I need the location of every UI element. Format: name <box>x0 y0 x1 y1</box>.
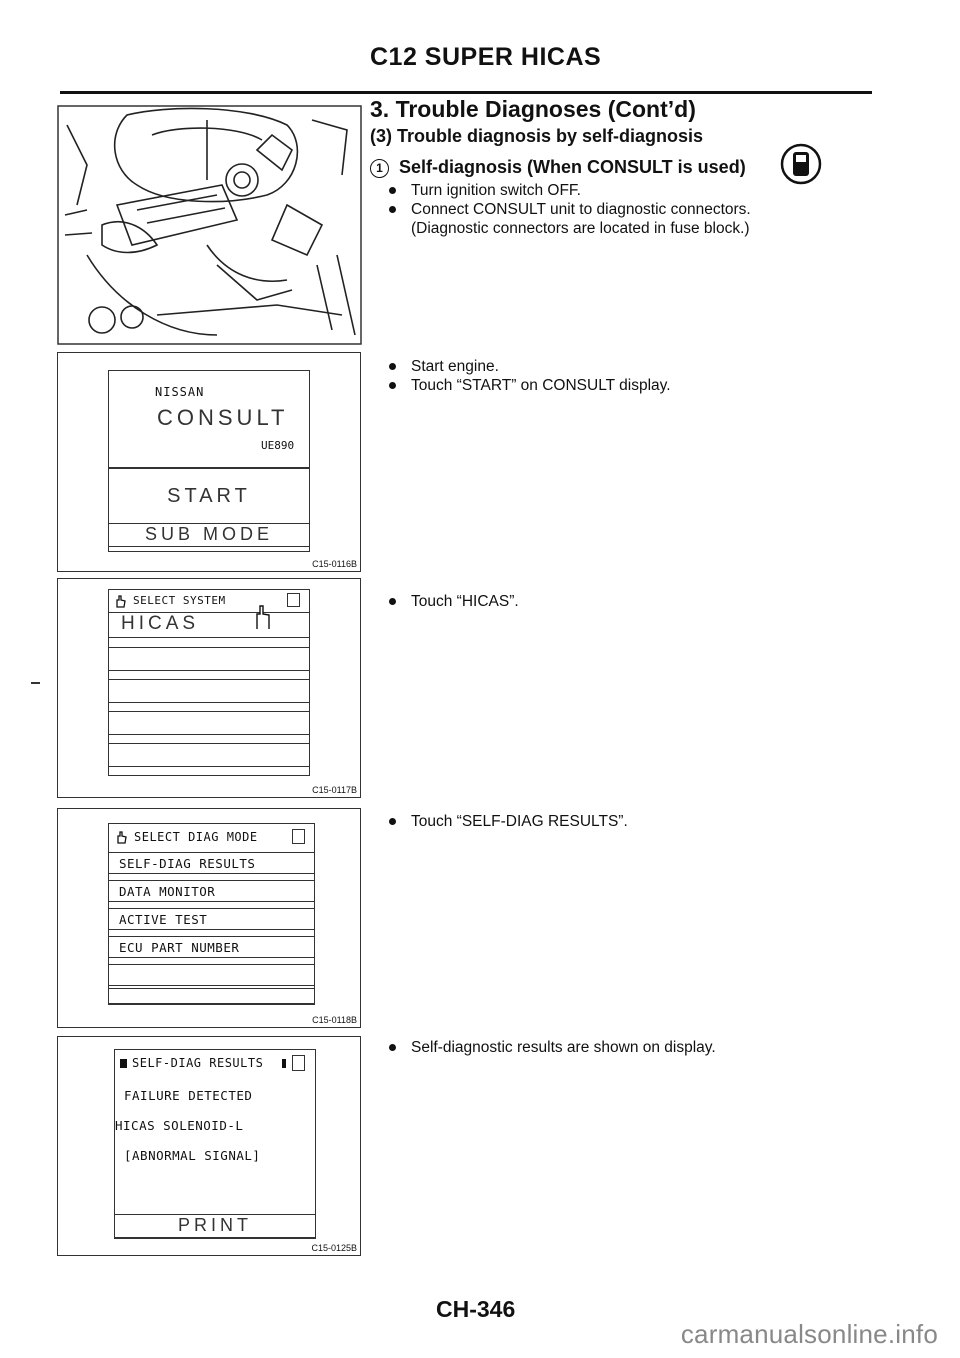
screen-header: SELECT SYSTEM <box>133 594 226 607</box>
hand-pointer-icon <box>114 830 128 844</box>
title-rule <box>60 91 872 94</box>
start-button[interactable]: START <box>167 485 251 507</box>
figure-code: C15-0125B <box>311 1243 357 1253</box>
empty-row <box>108 679 310 703</box>
instruction-block-4 <box>411 812 628 831</box>
failure-item: HICAS SOLENOID-L <box>115 1118 244 1133</box>
marker-icon <box>120 1059 127 1068</box>
margin-mark <box>31 682 40 684</box>
back-icon[interactable] <box>292 829 305 844</box>
step-title: Self-diagnosis (When CONSULT is used) <box>399 157 746 177</box>
diag-mode-item-active-test[interactable]: ACTIVE TEST <box>108 908 315 930</box>
instruction-block-2 <box>411 357 671 395</box>
self-diag-results-screen <box>114 1049 316 1239</box>
figure-code: C15-0117B <box>312 785 357 795</box>
step-heading <box>370 157 746 178</box>
instruction-block-3 <box>411 592 519 611</box>
consult-screen <box>108 370 310 552</box>
empty-row <box>108 743 310 767</box>
empty-row <box>108 988 315 1004</box>
print-button[interactable]: PRINT <box>114 1214 316 1238</box>
figure-self-diag-results <box>57 1036 361 1256</box>
brand-label: NISSAN <box>155 385 205 399</box>
figure-code: C15-0118B <box>312 1015 357 1025</box>
page-title: C12 SUPER HICAS <box>370 43 602 71</box>
back-icon[interactable] <box>287 593 300 607</box>
failure-detail: [ABNORMAL SIGNAL] <box>124 1148 261 1163</box>
list-item: Start engine. <box>411 357 671 376</box>
diag-mode-item-ecu-part-number[interactable]: ECU PART NUMBER <box>108 936 315 958</box>
step-number: 1 <box>370 159 389 178</box>
page-number: CH-346 <box>436 1296 516 1322</box>
hand-pointer-icon <box>113 594 127 608</box>
list-item: Turn ignition switch OFF. <box>411 181 751 200</box>
list-item: Connect CONSULT unit to diagnostic connectors. <box>411 200 751 219</box>
product-label: CONSULT <box>157 405 289 430</box>
instruction-block-5 <box>411 1038 716 1057</box>
list-item: Touch “HICAS”. <box>411 592 519 611</box>
list-item: Touch “SELF-DIAG RESULTS”. <box>411 812 628 831</box>
empty-row <box>108 647 310 671</box>
figure-select-diag-mode <box>57 808 361 1028</box>
consult-unit-icon <box>780 143 822 185</box>
figure-code: C15-0116B <box>312 559 357 569</box>
section-heading: 3. Trouble Diagnoses (Cont’d) <box>370 96 696 122</box>
failure-status: FAILURE DETECTED <box>124 1088 253 1103</box>
list-item: Touch “START” on CONSULT display. <box>411 376 671 395</box>
diag-mode-item-data-monitor[interactable]: DATA MONITOR <box>108 880 315 902</box>
list-item[interactable]: HICAS <box>108 612 310 638</box>
empty-row <box>108 964 315 986</box>
instruction-note: (Diagnostic connectors are located in fuse block.) <box>411 220 750 237</box>
instruction-block-1 <box>411 181 751 238</box>
figure-select-system <box>57 578 361 798</box>
subsection-heading: (3) Trouble diagnosis by self-diagnosis <box>370 126 704 146</box>
model-label: UE890 <box>261 439 295 452</box>
empty-row <box>108 711 310 735</box>
select-diag-mode-screen <box>108 823 315 1005</box>
figure-consult-start <box>57 352 361 572</box>
marker-icon <box>282 1059 286 1068</box>
sub-mode-button[interactable]: SUB MODE <box>108 523 310 547</box>
list-item: Self-diagnostic results are shown on display. <box>411 1038 716 1057</box>
select-system-screen <box>108 589 310 776</box>
vehicle-interior-illustration <box>57 105 362 345</box>
back-icon[interactable] <box>292 1055 305 1071</box>
watermark: carmanualsonline.info <box>680 1319 938 1349</box>
screen-header: SELECT DIAG MODE <box>134 830 258 844</box>
diag-mode-item-self-diag[interactable]: SELF-DIAG RESULTS <box>108 852 315 874</box>
screen-header: SELF-DIAG RESULTS <box>132 1056 264 1070</box>
touch-finger-icon <box>251 604 273 630</box>
